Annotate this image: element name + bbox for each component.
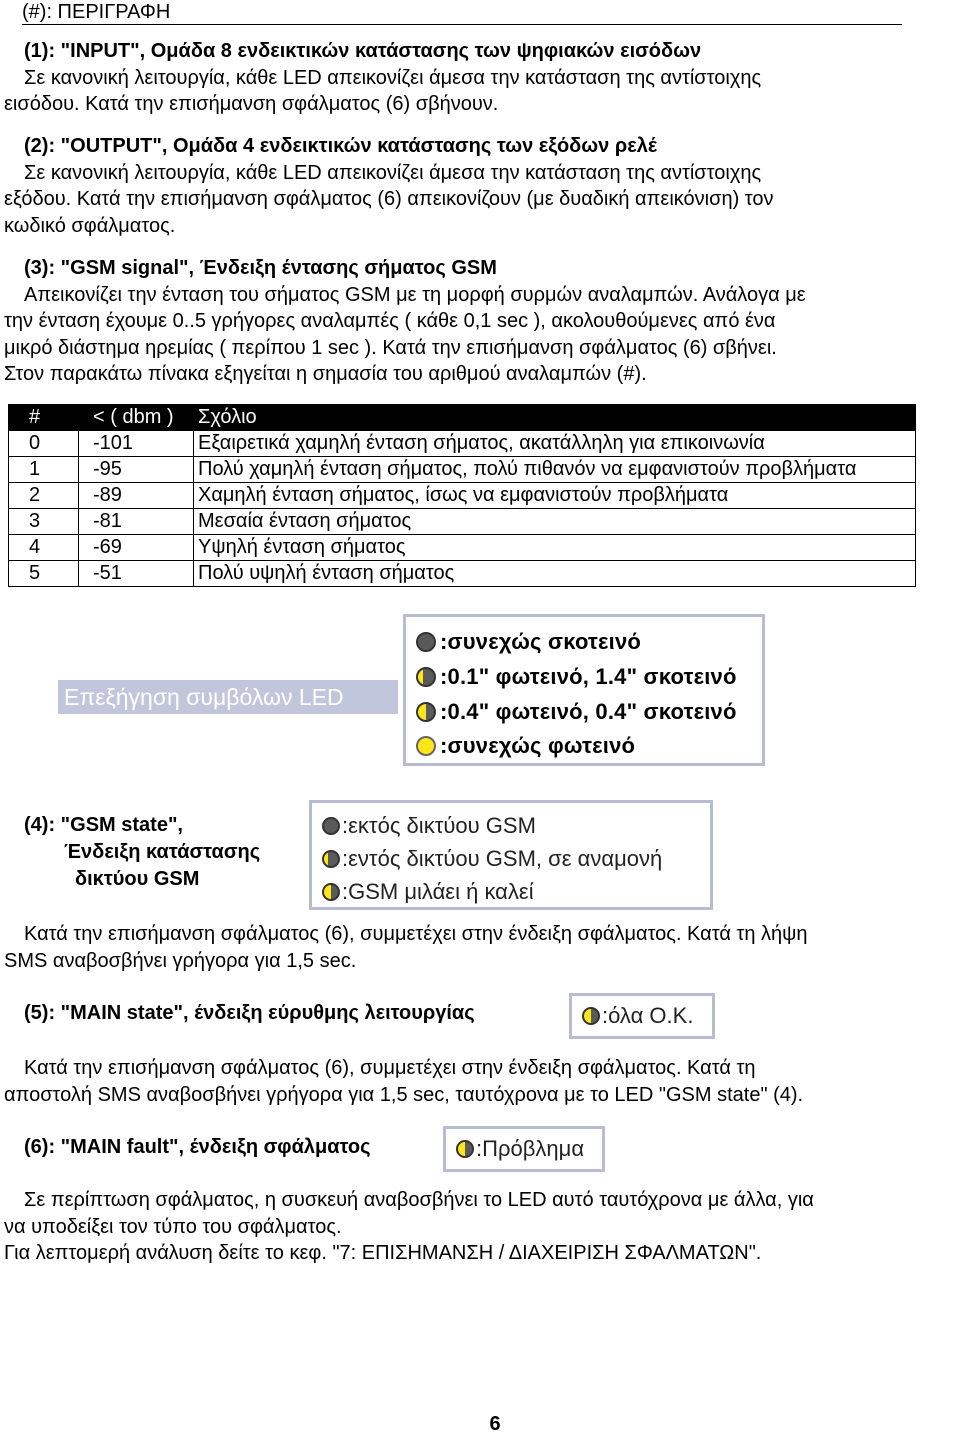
table-row <box>9 509 916 535</box>
section-text: Σε κανονική λειτουργία, κάθε LED απεικονίζει άμεσα την κατάσταση της αντίστοιχης <box>24 66 762 89</box>
table-header-row <box>9 405 916 431</box>
led-blink-icon <box>582 1007 600 1025</box>
page-header: (#): ΠΕΡΙΓΡΑΦΗ <box>22 0 902 25</box>
legend-text: :GSM μιλάει ή καλεί <box>342 879 534 904</box>
cell-dbm: -95 <box>79 457 194 483</box>
section-text: Στον παρακάτω πίνακα εξηγείται η σημασία του αριθμού αναλαμπών (#). <box>4 363 647 385</box>
section-title: (2): "OUTPUT", Ομάδα 4 ενδεικτικών κατάστασης των εξόδων ρελέ <box>24 135 657 157</box>
section-title: (1): "INPUT", Ομάδα 8 ενδεικτικών κατάστασης των ψηφιακών εισόδων <box>24 40 702 62</box>
cell-comment: Υψηλή ένταση σήματος <box>194 535 916 561</box>
cell-comment: Πολύ υψηλή ένταση σήματος <box>194 561 916 587</box>
cell-comment: Πολύ χαμηλή ένταση σήματος, πολύ πιθανόν να εμφανιστούν προβλήματα <box>194 457 916 483</box>
led-dark-icon <box>416 632 436 652</box>
page-number: 6 <box>489 1413 501 1435</box>
section-text: Σε περίπτωση σφάλματος, η συσκευή αναβοσβήνει το LED αυτό ταυτόχρονα με άλλα, για <box>24 1189 814 1211</box>
cell-number: 5 <box>9 561 79 587</box>
legend-item <box>322 876 710 908</box>
section-text: αποστολή SMS αναβοσβήνει γρήγορα για 1,5 sec, ταυτόχρονα με το LED "GSM state" (4). <box>4 1083 804 1106</box>
legend-item <box>322 842 710 876</box>
legend-item <box>416 659 762 694</box>
cell-dbm: -69 <box>79 535 194 561</box>
section-text: εξόδου. Κατά την επισήμανση σφάλματος (6) απεικονίζουν (με δυαδική απεικόνιση) τον <box>4 188 774 210</box>
led-legend-label: Επεξήγηση συμβόλων LED <box>58 680 398 714</box>
legend-item <box>416 694 762 729</box>
section-title: (6): "MAIN fault", ένδειξη σφάλματος <box>24 1136 371 1158</box>
section-text: Σε κανονική λειτουργία, κάθε LED απεικονίζει άμεσα την κατάσταση της αντίστοιχης <box>24 161 762 184</box>
cell-comment: Εξαιρετικά χαμηλή ένταση σήματος, ακατάλληλη για επικοινωνία <box>194 431 916 457</box>
signal-table <box>8 404 916 587</box>
section-text: κωδικό σφάλματος. <box>4 214 176 237</box>
cell-number: 3 <box>9 509 79 535</box>
cell-number: 4 <box>9 535 79 561</box>
led-legend-box <box>403 614 765 766</box>
legend-item <box>416 625 762 659</box>
section-main-state-text <box>4 1055 956 1108</box>
section-output <box>4 133 956 239</box>
legend-text: :Πρόβλημα <box>476 1136 585 1161</box>
led-blink-icon <box>322 883 340 901</box>
section-text: Κατά την επισήμανση σφάλματος (6), συμμετέχει στην ένδειξη σφάλματος. Κατά τη λήψη <box>24 923 808 945</box>
cell-number: 0 <box>9 431 79 457</box>
section-main-fault-text <box>4 1187 956 1267</box>
led-short-blink-icon <box>322 850 340 868</box>
cell-number: 1 <box>9 457 79 483</box>
section-text: Απεικονίζει την ένταση του σήματος GSM με τη μορφή συρμών αναλαμπών. Ανάλογα με <box>24 283 806 306</box>
section-gsm-state-text <box>4 921 956 974</box>
led-blink-icon <box>456 1140 474 1158</box>
legend-text: :εντός δικτύου GSM, σε αναμονή <box>342 846 663 871</box>
led-on-icon <box>416 736 436 756</box>
section-title: (4): "GSM state", <box>24 814 183 836</box>
table-row <box>9 457 916 483</box>
legend-text: :όλα O.K. <box>602 1003 694 1028</box>
legend-text: :0.1" φωτεινό, 1.4" σκοτεινό <box>440 663 737 689</box>
legend-text: :0.4" φωτεινό, 0.4" σκοτεινό <box>440 698 737 724</box>
section-text: μικρό διάστημα ηρεμίας ( περίπου 1 sec ). Κατά την επισήμανση σφάλματος (6) σβήνει. <box>4 336 777 359</box>
section-title: (5): "MAIN state", ένδειξη εύρυθμης λειτουργίας <box>24 1002 475 1024</box>
section-gsm-signal <box>4 255 956 388</box>
section-text: την ένταση έχουμε 0..5 γρήγορες αναλαμπές ( κάθε 0,1 sec ), ακολουθούμενες από ένα <box>4 310 776 332</box>
section-text: Για λεπτομερή ανάλυση δείτε το κεφ. "7: ΕΠΙΣΗΜΑΝΣΗ / ΔΙΑΧΕΙΡΙΣΗ ΣΦΑΛΜΑΤΩΝ". <box>4 1242 762 1264</box>
cell-comment: Μεσαία ένταση σήματος <box>194 509 916 535</box>
legend-text: :συνεχώς φωτεινό <box>440 733 636 758</box>
led-dark-icon <box>322 817 340 835</box>
legend-text: :συνεχώς σκοτεινό <box>440 629 642 654</box>
led-short-blink-icon <box>416 667 436 687</box>
legend-item <box>416 729 762 763</box>
section-text: εισόδου. Κατά την επισήμανση σφάλματος (6) σβήνουν. <box>4 93 499 115</box>
col-header-dbm: < ( dbm ) <box>79 405 194 431</box>
main-fault-legend-box <box>443 1126 605 1172</box>
table-row <box>9 483 916 509</box>
cell-dbm: -51 <box>79 561 194 587</box>
section-gsm-state-title <box>24 812 260 893</box>
section-input <box>4 38 956 118</box>
led-blink-icon <box>416 702 436 722</box>
section-title: δικτύου GSM <box>75 868 200 890</box>
table-row <box>9 535 916 561</box>
cell-comment: Χαμηλή ένταση σήματος, ίσως να εμφανιστούν προβλήματα <box>194 483 916 509</box>
cell-dbm: -101 <box>79 431 194 457</box>
section-title: Ένδειξη κατάστασης <box>64 841 261 863</box>
main-state-legend-box <box>569 993 715 1039</box>
section-title: (3): "GSM signal", Ένδειξη έντασης σήματος GSM <box>24 257 497 279</box>
legend-text: :εκτός δικτύου GSM <box>342 813 536 838</box>
section-text: να υποδείξει τον τύπο του σφάλματος. <box>4 1215 342 1238</box>
col-header-number: # <box>9 405 79 431</box>
section-text: SMS αναβοσβήνει γρήγορα για 1,5 sec. <box>4 949 357 972</box>
cell-dbm: -89 <box>79 483 194 509</box>
table-row <box>9 431 916 457</box>
section-text: Κατά την επισήμανση σφάλματος (6), συμμετέχει στην ένδειξη σφάλματος. Κατά τη <box>24 1057 756 1079</box>
legend-item <box>322 810 710 842</box>
cell-dbm: -81 <box>79 509 194 535</box>
gsm-state-legend-box <box>309 800 713 910</box>
cell-number: 2 <box>9 483 79 509</box>
table-row <box>9 561 916 587</box>
col-header-comment: Σχόλιο <box>194 405 916 431</box>
